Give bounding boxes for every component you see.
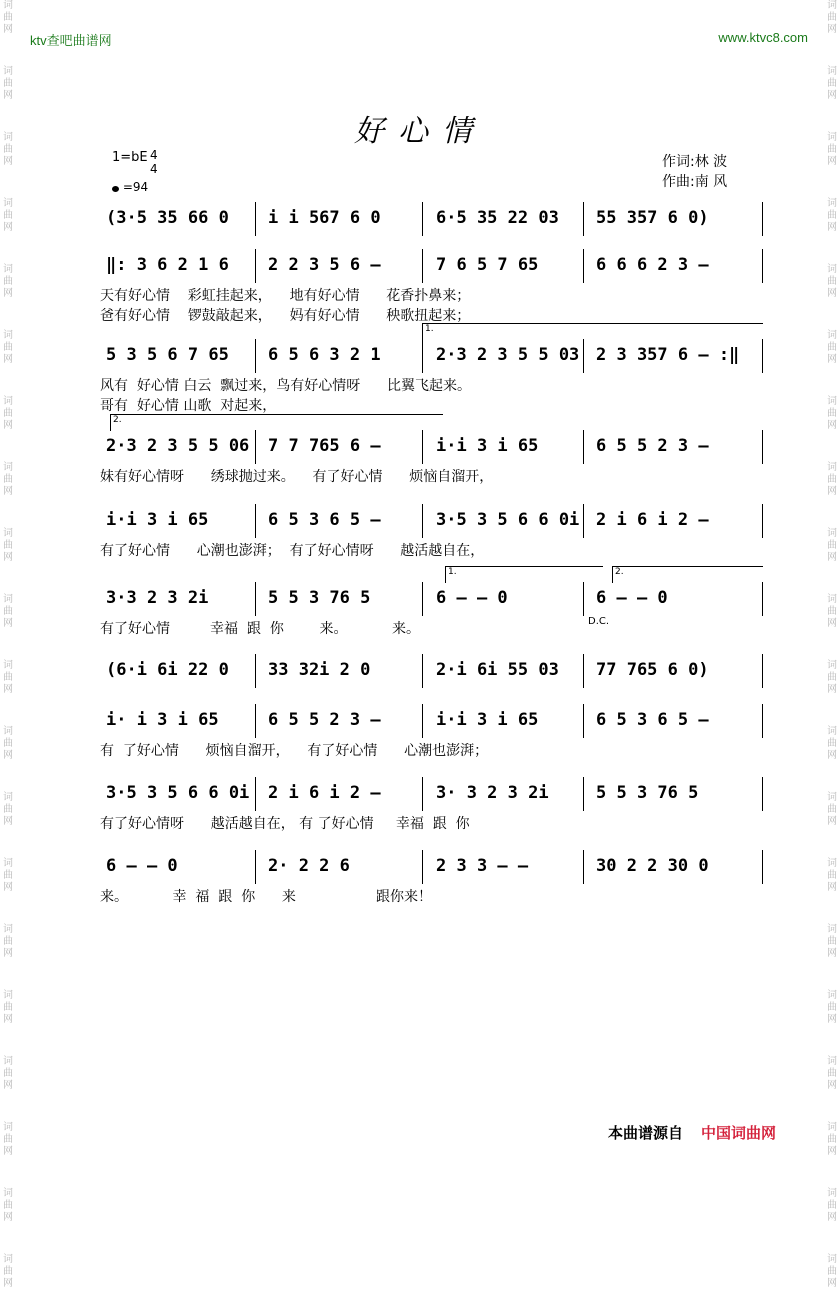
bar-line [762,504,763,538]
watermark-text: 词 曲 网 [827,264,837,299]
volta-first: 1. [422,323,763,340]
watermark-text: 词 曲 网 [827,594,837,629]
watermark-text: 词 曲 网 [827,1188,837,1223]
lyrics-line: 天有好心情 彩虹挂起来， 地有好心情 花香扑鼻来； [100,288,471,304]
lyrics-line: 哥有 好心情 山歌 对起来， [100,398,277,414]
watermark-right [825,0,839,1289]
watermark-text: 词 曲 网 [3,0,13,35]
quarter-note-icon [112,186,119,192]
watermark-text: 词 曲 网 [3,1188,13,1223]
notes-line [100,255,766,281]
measure: 6 – – 0 [436,588,508,608]
notes-line [100,510,766,536]
lyricist: 作词:林 波 [662,154,728,170]
watermark-text: 词 曲 网 [3,396,13,431]
measure: 3· 3 2 3 2i [436,783,549,803]
lyrics-line: 有了好心情呀 越活越自在， 有 了好心情 幸福 跟 你 [100,816,470,832]
watermark-text: 词 曲 网 [3,924,13,959]
bar-line [422,430,423,464]
measure: 6·5 35 22 03 [436,208,559,228]
measure: 6 5 3 6 5 – [596,710,709,730]
composer: 作曲:南 风 [662,174,728,190]
bar-line [422,202,423,236]
tempo-mark [112,180,148,194]
bar-line [583,430,584,464]
measure: 2 3 357 6 – :‖ [596,345,740,365]
measure: 77 765 6 0) [596,660,709,680]
watermark-text: 词 曲 网 [3,990,13,1025]
measure: 2· 2 2 6 [268,856,350,876]
measure: (3·5 35 66 0 [106,208,229,228]
measure: 7 7 765 6 – [268,436,381,456]
bar-line [583,339,584,373]
watermark-text: 词 曲 网 [3,330,13,365]
tempo-value: =94 [122,180,149,194]
watermark-left [1,0,15,1289]
bar-line [255,654,256,688]
watermark-text: 词 曲 网 [827,726,837,761]
watermark-text: 词 曲 网 [3,66,13,101]
time-sig-bottom: 4 [150,162,158,176]
bar-line [583,582,584,616]
measure: 6 – – 0 [596,588,668,608]
notes-line [100,660,766,686]
watermark-text: 词 曲 网 [3,1122,13,1157]
measure: 5 5 3 76 5 [596,783,699,803]
notes-line [100,783,766,809]
song-title: 好心情 [354,114,486,149]
measure: 5 3 5 6 7 65 [106,345,229,365]
watermark-text: 词 曲 网 [827,924,837,959]
watermark-text: 词 曲 网 [3,264,13,299]
notes-line [100,208,766,234]
watermark-text: 词 曲 网 [3,198,13,233]
lyrics-line: 爸有好心情 锣鼓敲起来， 妈有好心情 秧歌扭起来； [100,308,471,324]
bar-line [255,582,256,616]
watermark-text: 词 曲 网 [827,396,837,431]
watermark-text: 词 曲 网 [827,990,837,1025]
watermark-text: 词 曲 网 [827,858,837,893]
measure: 2·3 2 3 5 5 03 [436,345,580,365]
measure: i· i 3 i 65 [106,710,219,730]
volta-first: 1. [445,566,603,583]
measure: 33 32i 2 0 [268,660,371,680]
measure: 2 3 3 – – [436,856,529,876]
bar-line [583,202,584,236]
watermark-text: 词 曲 网 [3,858,13,893]
watermark-text: 词 曲 网 [3,660,13,695]
bar-line [583,249,584,283]
bar-line [422,777,423,811]
bar-line [255,339,256,373]
lyrics-line: 有了好心情 幸福 跟 你 来。 来。 [100,621,420,637]
watermark-text: 词 曲 网 [827,0,837,35]
lyrics-line: 有了好心情 心潮也澎湃； 有了好心情呀 越活越自在， [100,543,485,559]
measure: 3·5 3 5 6 6 0i [436,510,580,530]
notes-line [100,436,766,462]
measure: 2 i 6 i 2 – [268,783,381,803]
measure: i·i 3 i 65 [106,510,209,530]
measure: i i 567 6 0 [268,208,381,228]
watermark-text: 词 曲 网 [827,132,837,167]
bar-line [762,249,763,283]
measure: 6 – – 0 [106,856,178,876]
bar-line [583,777,584,811]
measure: 2·i 6i 55 03 [436,660,559,680]
watermark-text: 词 曲 网 [827,1254,837,1289]
bar-line [255,504,256,538]
bar-line [762,850,763,884]
bar-line [255,202,256,236]
bar-line [422,654,423,688]
notes-line [100,345,766,371]
key-name: bE [131,150,148,165]
watermark-text: 词 曲 网 [3,594,13,629]
credits [662,152,727,192]
measure: 2 2 3 5 6 – [268,255,381,275]
measure: 6 5 3 6 5 – [268,510,381,530]
bar-line [255,777,256,811]
bar-line [583,704,584,738]
watermark-text: 词 曲 网 [827,330,837,365]
bar-line [762,777,763,811]
measure: (6·i 6i 22 0 [106,660,229,680]
watermark-text: 词 曲 网 [827,1056,837,1091]
watermark-text: 词 曲 网 [827,528,837,563]
watermark-text: 词 曲 网 [827,792,837,827]
watermark-text: 词 曲 网 [3,528,13,563]
bar-line [422,704,423,738]
bar-line [422,249,423,283]
bar-line [255,430,256,464]
bar-line [762,582,763,616]
watermark-text: 词 曲 网 [3,132,13,167]
site-name-left[interactable]: ktv查吧曲谱网 [30,33,112,48]
bar-line [422,339,423,373]
notes-line [100,588,766,614]
watermark-text: 词 曲 网 [3,462,13,497]
volta-second: 2. [110,414,443,431]
watermark-text: 词 曲 网 [827,462,837,497]
site-url-right[interactable]: www.ktvc8.com [718,30,808,45]
bar-line [762,704,763,738]
watermark-text: 词 曲 网 [3,726,13,761]
bar-line [422,850,423,884]
watermark-text: 词 曲 网 [3,1056,13,1091]
lyrics-line: 来。 幸 福 跟 你 来 跟你来！ [100,889,433,905]
bar-line [583,504,584,538]
measure: 3·5 3 5 6 6 0i [106,783,250,803]
notes-line [100,710,766,736]
dc-mark: D.C. [588,616,610,627]
measure: 6 5 5 2 3 – [268,710,381,730]
bar-line [762,202,763,236]
watermark-text: 词 曲 网 [827,198,837,233]
measure: 7 6 5 7 65 [436,255,539,275]
measure: 2·3 2 3 5 5 06 [106,436,250,456]
measure: 55 357 6 0) [596,208,709,228]
measure: 30 2 2 30 0 [596,856,709,876]
footer-site-link[interactable]: 中国词曲网 [701,1124,777,1142]
watermark-text: 词 曲 网 [827,1122,837,1157]
volta-second: 2. [612,566,763,583]
key-signature [112,148,158,176]
key-label: 1= [112,150,132,165]
time-signature [150,148,158,176]
notes-line [100,856,766,882]
measure: 2 i 6 i 2 – [596,510,709,530]
watermark-text: 词 曲 网 [3,792,13,827]
watermark-text: 词 曲 网 [827,660,837,695]
measure: 6 5 5 2 3 – [596,436,709,456]
measure: ‖: 3 6 2 1 6 [106,255,229,275]
measure: 5 5 3 76 5 [268,588,371,608]
bar-line [583,850,584,884]
bar-line [255,704,256,738]
bar-line [422,504,423,538]
bar-line [255,850,256,884]
lyrics-line: 有 了好心情 烦恼自溜开， 有了好心情 心潮也澎湃； [100,743,489,759]
footer-label: 本曲谱源自 [608,1124,684,1142]
lyrics-line: 风有 好心情 白云 飘过来，鸟有好心情呀 比翼飞起来。 [100,378,471,394]
measure: i·i 3 i 65 [436,710,539,730]
bar-line [762,430,763,464]
measure: 6 6 6 2 3 – [596,255,709,275]
footer-source [608,1122,776,1143]
bar-line [583,654,584,688]
watermark-text: 词 曲 网 [827,66,837,101]
time-sig-top: 4 [150,148,158,162]
bar-line [422,582,423,616]
bar-line [762,654,763,688]
measure: 3·3 2 3 2i [106,588,209,608]
bar-line [762,339,763,373]
watermark-text: 词 曲 网 [3,1254,13,1289]
measure: 6 5 6 3 2 1 [268,345,381,365]
bar-line [255,249,256,283]
lyrics-line: 妹有好心情呀 绣球抛过来。 有了好心情 烦恼自溜开， [100,469,494,485]
measure: i·i 3 i 65 [436,436,539,456]
